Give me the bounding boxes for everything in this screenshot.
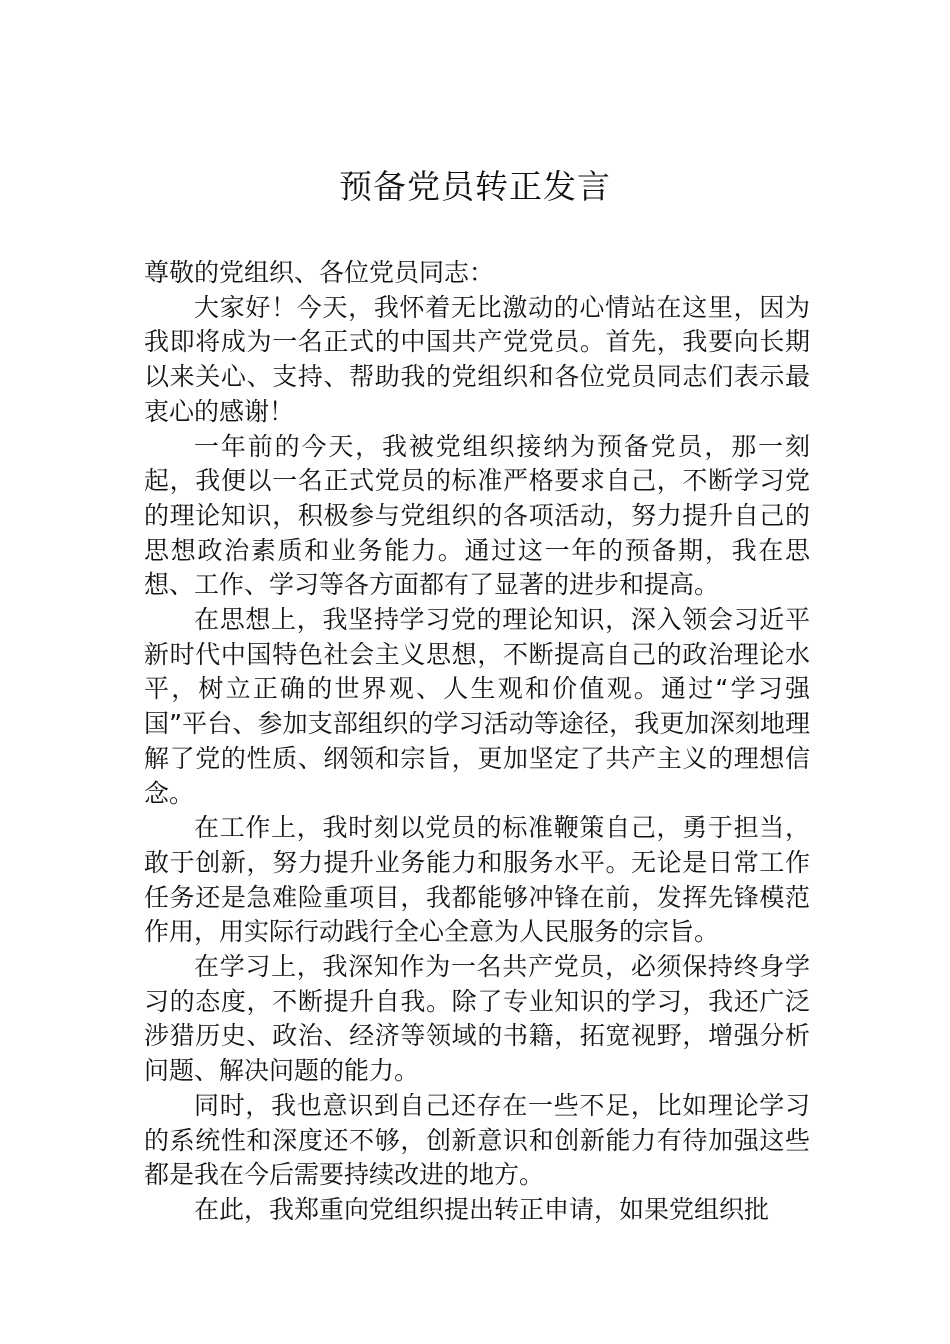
- document-body: [144, 256, 810, 1228]
- paragraph-work: 在工作上，我时刻以党员的标准鞭策自己，勇于担当，敢于创新，努力提升业务能力和服务水平。无论是日常工作任务还是急难险重项目，我都能够冲锋在前，发挥先锋模范作用，用实际行动践行全心全意为人民服务的宗旨。: [144, 813, 810, 947]
- paragraph-application: 在此，我郑重向党组织提出转正申请，如果党组织批: [194, 1194, 770, 1224]
- document-title: 预备党员转正发言: [339, 167, 611, 206]
- paragraph-overview: 一年前的今天，我被党组织接纳为预备党员，那一刻起，我便以一名正式党员的标准严格要求自己，不断学习党的理论知识，积极参与党组织的各项活动，努力提升自己的思想政治素质和业务能力。通过这一年的预备期，我在思想、工作、学习等各方面都有了显著的进步和提高。: [144, 431, 810, 600]
- paragraph-study: 在学习上，我深知作为一名共产党员，必须保持终身学习的态度，不断提升自我。除了专业知识的学习，我还广泛涉猎历史、政治、经济等领域的书籍，拓宽视野，增强分析问题、解决问题的能力。: [144, 952, 810, 1086]
- paragraph-shortcomings: 同时，我也意识到自己还存在一些不足，比如理论学习的系统性和深度还不够，创新意识和创新能力有待加强这些都是我在今后需要持续改进的地方。: [144, 1090, 810, 1190]
- paragraph-thought: 在思想上，我坚持学习党的理论知识，深入领会习近平新时代中国特色社会主义思想，不断提高自己的政治理论水平，树立正确的世界观、人生观和价值观。通过“学习强国”平台、参加支部组织的学习活动等途径，我更加深刻地理解了党的性质、纲领和宗旨，更加坚定了共产主义的理想信念。: [144, 605, 810, 808]
- salutation: 尊敬的党组织、各位党员同志：: [144, 258, 495, 287]
- paragraph-greeting: 大家好！今天，我怀着无比激动的心情站在这里，因为我即将成为一名正式的中国共产党党员。首先，我要向长期以来关心、支持、帮助我的党组织和各位党员同志们表示最衷心的感谢！: [144, 292, 810, 426]
